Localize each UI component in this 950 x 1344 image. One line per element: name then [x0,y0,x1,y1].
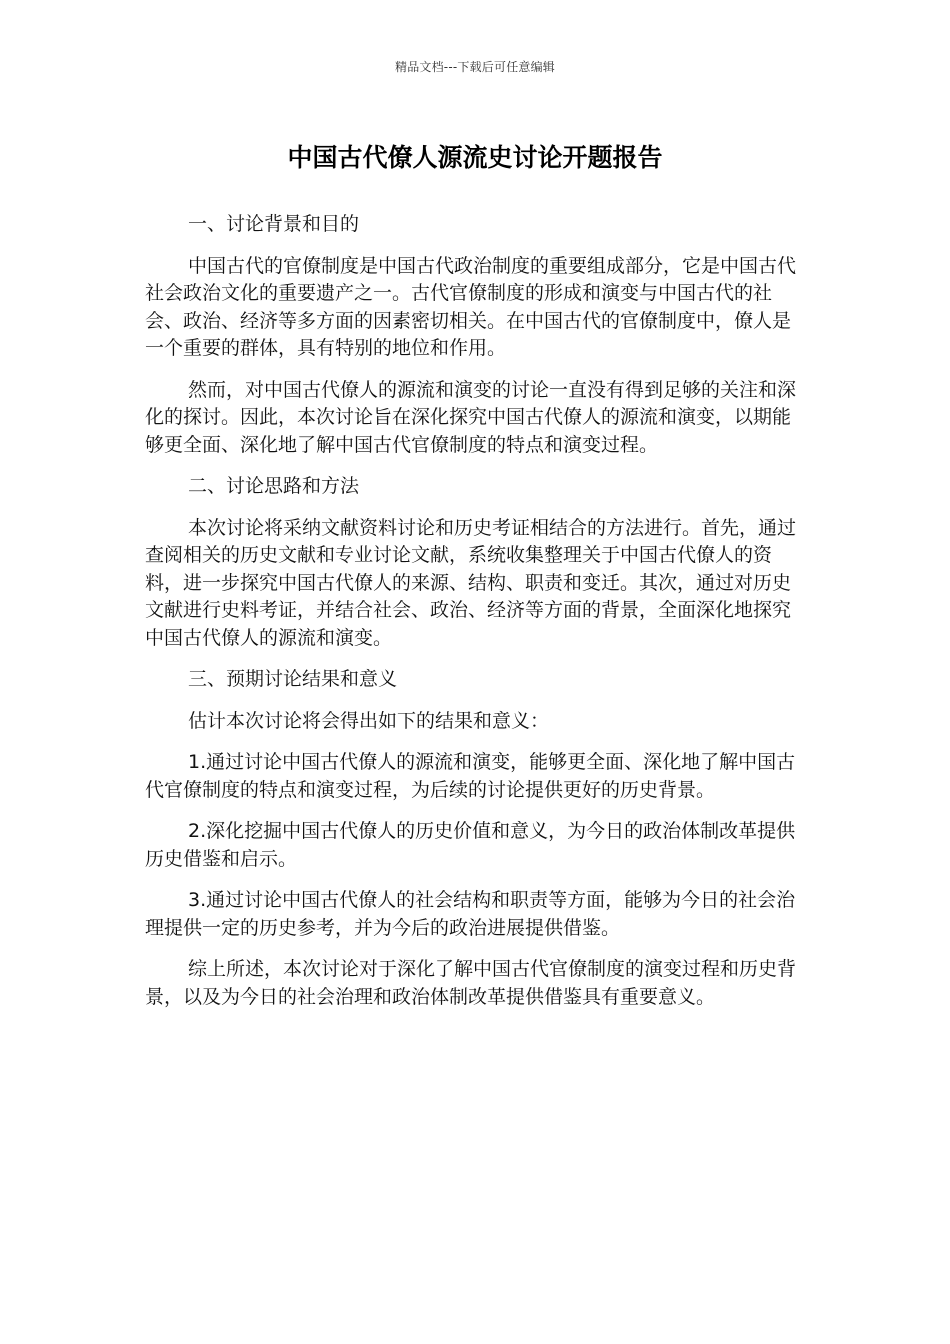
document-body [145,211,805,1025]
list-item: 1.通过讨论中国古代僚人的源流和演变，能够更全面、深化地了解中国古代官僚制度的特点和演变过程，为后续的讨论提供更好的历史背景。 [145,751,796,801]
list-item: 2.深化挖掘中国古代僚人的历史价值和意义，为今日的政治体制改革提供历史借鉴和启示。 [145,820,796,870]
body-paragraph: 中国古代的官僚制度是中国古代政治制度的重要组成部分，它是中国古代社会政治文化的重要遗产之一。古代官僚制度的形成和演变与中国古代的社会、政治、经济等多方面的因素密切相关。在中国古代的官僚制度中，僚人是一个重要的群体，具有特别的地位和作用。 [145,254,797,359]
document-title: 中国古代僚人源流史讨论开题报告 [287,143,663,172]
section-heading-expected-results: 三、预期讨论结果和意义 [188,668,398,690]
page-header: 精品文档---下载后可任意编辑 [395,60,555,74]
body-paragraph: 然而，对中国古代僚人的源流和演变的讨论一直没有得到足够的关注和深化的探讨。因此，本次讨论旨在深化探究中国古代僚人的源流和演变，以期能够更全面、深化地了解中国古代官僚制度的特点和演变过程。 [145,378,797,456]
section-heading-method: 二、讨论思路和方法 [188,475,360,497]
section-heading-background: 一、讨论背景和目的 [188,213,360,235]
body-paragraph: 估计本次讨论将会得出如下的结果和意义： [188,709,550,732]
list-item: 3.通过讨论中国古代僚人的社会结构和职责等方面，能够为今日的社会治理提供一定的历史参考，并为今后的政治进展提供借鉴。 [145,889,796,939]
conclusion-paragraph: 综上所述，本次讨论对于深化了解中国古代官僚制度的演变过程和历史背景，以及为今日的社会治理和政治体制改革提供借鉴具有重要意义。 [145,958,797,1008]
body-paragraph: 本次讨论将采纳文献资料讨论和历史考证相结合的方法进行。首先，通过查阅相关的历史文献和专业讨论文献，系统收集整理关于中国古代僚人的资料，进一步探究中国古代僚人的来源、结构、职责和变迁。其次，通过对历史文献进行史料考证，并结合社会、政治、经济等方面的背景，全面深化地探究中国古代僚人的源流和演变。 [145,516,797,649]
